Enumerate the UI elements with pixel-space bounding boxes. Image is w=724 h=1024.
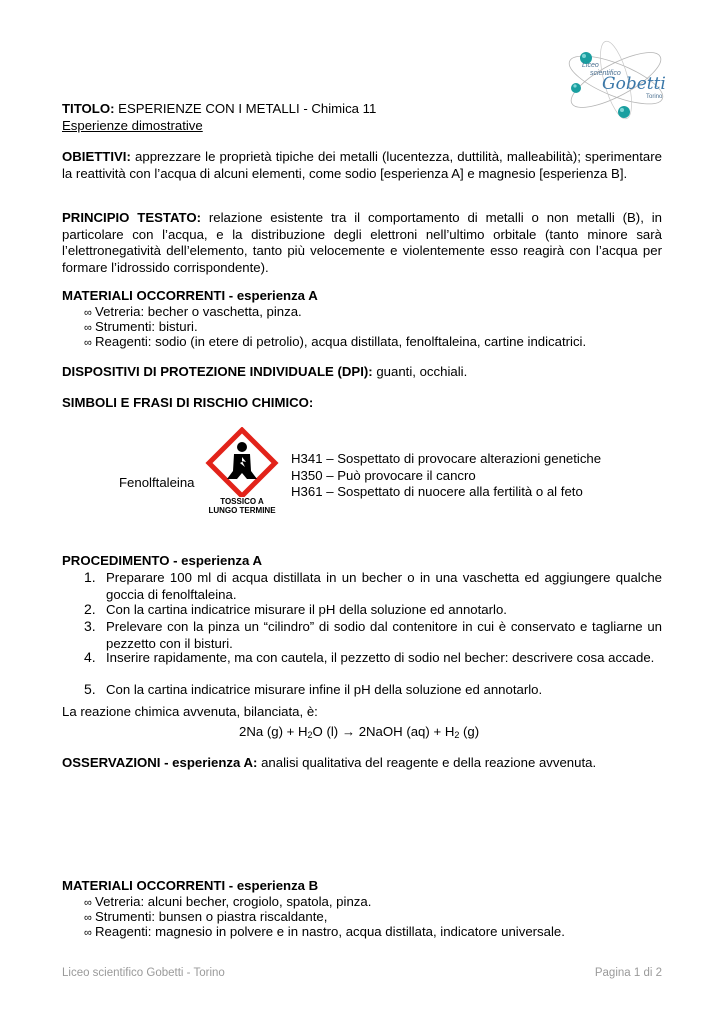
bullet-icon: ∞ [84, 927, 92, 939]
page-title [62, 101, 376, 117]
pictogram-caption-2: LUNGO TERMINE [208, 506, 276, 515]
title-text: ESPERIENZE CON I METALLI - Chimica 11 [114, 101, 377, 116]
logo-name: Gobetti [602, 74, 666, 94]
step-text: Con la cartina indicatrice misurare infine il pH della soluzione ed annotarlo. [106, 682, 543, 697]
hazard-phrase: H350 – Può provocare il cancro [291, 467, 476, 483]
list-item: ∞ Strumenti: bunsen o piastra riscaldante, [84, 909, 328, 924]
footer-left: Liceo scientifico Gobetti - Torino [62, 967, 225, 979]
osservazioni-label: OSSERVAZIONI - esperienza A: [62, 755, 258, 770]
bullet-icon: ∞ [84, 912, 92, 924]
title-label: TITOLO: [62, 101, 115, 116]
obiettivi-label: OBIETTIVI: [62, 149, 131, 164]
step-number: 5. [84, 681, 96, 697]
step-text: Preparare 100 ml di acqua distillata in un becher o in una vaschetta ed aggiungere qualche goccia di fenolftaleina. [106, 570, 662, 602]
step-number: 3. [84, 618, 96, 634]
bullet-icon: ∞ [84, 307, 92, 319]
footer-page-number: Pagina 1 di 2 [594, 967, 662, 979]
osservazioni-text: analisi qualitativa del reagente e della reazione avvenuta. [257, 755, 597, 770]
hazard-phrase: H361 – Sospettato di nuocere alla fertilità o al feto [291, 484, 583, 499]
step-number: 1. [84, 569, 96, 585]
simboli-heading: SIMBOLI E FRASI DI RISCHIO CHIMICO: [62, 395, 314, 410]
principio-paragraph [62, 210, 662, 276]
health-hazard-icon [204, 427, 280, 497]
school-logo [562, 38, 670, 120]
ghs-pictogram [204, 427, 280, 519]
list-item: ∞ Reagenti: sodio (in etere di petrolio), acqua distillata, fenolftaleina, cartine indicatrici. [84, 334, 587, 349]
substance-name: Fenolftaleina [119, 475, 195, 490]
obiettivi-text: apprezzare le proprietà tipiche dei metalli (lucentezza, duttilità, malleabilità); sperimentare la reattività con l’acqua di alcuni elementi, come sodio [esperienza A] e magnesio [esperienza B]. [62, 149, 662, 181]
reaction-intro: La reazione chimica avvenuta, bilanciata, è: [62, 704, 318, 719]
subtitle: Esperienze dimostrative [62, 118, 203, 133]
osservazioni-line [62, 755, 596, 771]
dpi-label: DISPOSITIVI DI PROTEZIONE INDIVIDUALE (DPI): [62, 364, 373, 379]
list-item: ∞ Vetreria: becher o vaschetta, pinza. [84, 304, 302, 319]
dpi-text: guanti, occhiali. [372, 364, 468, 379]
hazard-phrases [291, 451, 601, 501]
materiali-a-heading: MATERIALI OCCORRENTI - esperienza A [62, 288, 318, 303]
pictogram-caption-1: TOSSICO A [220, 497, 264, 506]
bullet-icon: ∞ [84, 337, 92, 349]
logo-line1: Liceo [582, 62, 599, 69]
step-text: Prelevare con la pinza un “cilindro” di sodio dal contenitore in cui è conservato e tagliarne un pezzetto con il bisturi. [106, 619, 662, 651]
obiettivi-paragraph [62, 149, 662, 182]
bullet-icon: ∞ [84, 322, 92, 334]
dpi-line [62, 364, 467, 380]
step-text: Inserire rapidamente, ma con cautela, il pezzetto di sodio nel becher: descrivere cosa accade. [106, 650, 655, 665]
bullet-icon: ∞ [84, 897, 92, 909]
logo-city: Torino [646, 94, 663, 100]
list-item: ∞ Strumenti: bisturi. [84, 319, 198, 334]
step-number: 2. [84, 601, 96, 617]
hazard-phrase: H341 – Sospettato di provocare alterazioni genetiche [291, 451, 602, 466]
step-text: Con la cartina indicatrice misurare il pH della soluzione ed annotarlo. [106, 602, 507, 617]
procedimento-heading: PROCEDIMENTO - esperienza A [62, 553, 263, 568]
materiali-b-heading: MATERIALI OCCORRENTI - esperienza B [62, 878, 319, 893]
list-item: ∞ Vetreria: alcuni becher, crogiolo, spatola, pinza. [84, 894, 372, 909]
principio-label: PRINCIPIO TESTATO: [62, 210, 202, 225]
reaction-equation: 2Na $(g) + H_2O$ (l) → 2NaOH $(aq) + H_2$ (g) [239, 724, 480, 740]
principio-text: relazione esistente tra il comportamento di metalli o non metalli (B), in particolare con l’acqua, e la distribuzione degli elettroni nell’ultimo orbitale (tanto minore sarà l’elettronegatività dell’elemento, tanto più velocemente e violentemente esso reagirà con l’acqua per formare l’idrossido corrispondente). [62, 210, 663, 275]
logo-line2: scientifico [590, 70, 621, 77]
list-item: ∞ Reagenti: magnesio in polvere e in nastro, acqua distillata, indicatore universale. [84, 924, 565, 939]
step-number: 4. [84, 649, 96, 665]
